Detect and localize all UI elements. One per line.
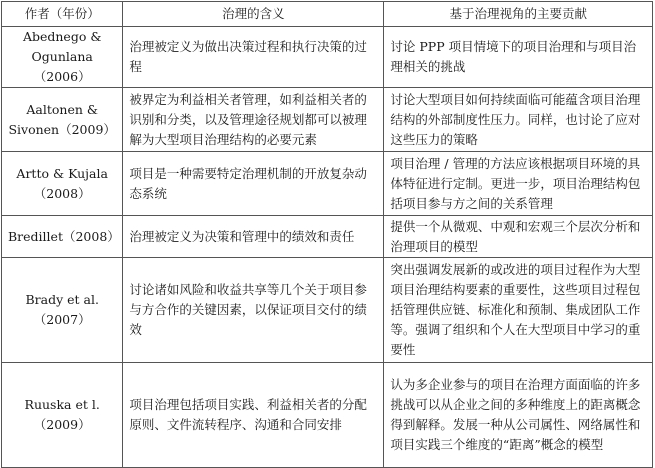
meaning-cell: 治理被定义为做出决策过程和执行决策的过程 [123, 27, 384, 88]
governance-table [1, 1, 653, 468]
contribution-cell: 讨论 PPP 项目情境下的项目治理和与项目治理相关的挑战 [384, 27, 653, 88]
header-meaning: 治理的含义 [123, 2, 384, 27]
contribution-cell: 讨论大型项目如何持续面临可能蕴含项目治理结构的外部制度性压力。同样，也讨论了应对这些压力的策略 [384, 88, 653, 152]
author-cell: Brady et al.（2007） [2, 258, 123, 363]
meaning-cell: 项目是一种需要特定治理机制的开放复杂动态系统 [123, 152, 384, 216]
author-cell: Ruuska et l.（2009） [2, 363, 123, 468]
contribution-cell: 提供一个从微观、中观和宏观三个层次分析和治理项目的模型 [384, 216, 653, 258]
meaning-cell: 项目治理包括项目实践、利益相关者的分配原则、文件流转程序、沟通和合同安排 [123, 363, 384, 468]
table-row [2, 258, 653, 363]
contribution-cell: 项目治理 / 管理的方法应该根据项目环境的具体特征进行定制。更进一步，项目治理结构包括项目参与方之间的关系管理 [384, 152, 653, 216]
table-row [2, 27, 653, 88]
meaning-cell: 治理被定义为决策和管理中的绩效和责任 [123, 216, 384, 258]
author-cell: Abednego & Ogunlana（2006） [2, 27, 123, 88]
contribution-cell: 认为多企业参与的项目在治理方面面临的许多挑战可以从企业之间的多种维度上的距离概念得到解释。发展一种从公司属性、网络属性和项目实践三个维度的“距离”概念的模型 [384, 363, 653, 468]
header-contribution: 基于治理视角的主要贡献 [384, 2, 653, 27]
header-row [2, 2, 653, 27]
table-row [2, 152, 653, 216]
meaning-cell: 讨论诸如风险和收益共享等几个关于项目参与方合作的关键因素，以保证项目交付的绩效 [123, 258, 384, 363]
table-row [2, 216, 653, 258]
author-cell: Aaltonen & Sivonen（2009） [2, 88, 123, 152]
table-row [2, 88, 653, 152]
author-cell: Bredillet（2008） [2, 216, 123, 258]
contribution-cell: 突出强调发展新的或改进的项目过程作为大型项目治理结构要素的重要性，这些项目过程包括管理供应链、标准化和预制、集成团队工作等。强调了组织和个人在大型项目中学习的重要性 [384, 258, 653, 363]
header-author: 作者（年份） [2, 2, 123, 27]
meaning-cell: 被界定为利益相关者管理，如利益相关者的识别和分类，以及管理途径规划都可以被理解为大型项目治理结构的必要元素 [123, 88, 384, 152]
table-row [2, 363, 653, 468]
author-cell: Artto & Kujala（2008） [2, 152, 123, 216]
